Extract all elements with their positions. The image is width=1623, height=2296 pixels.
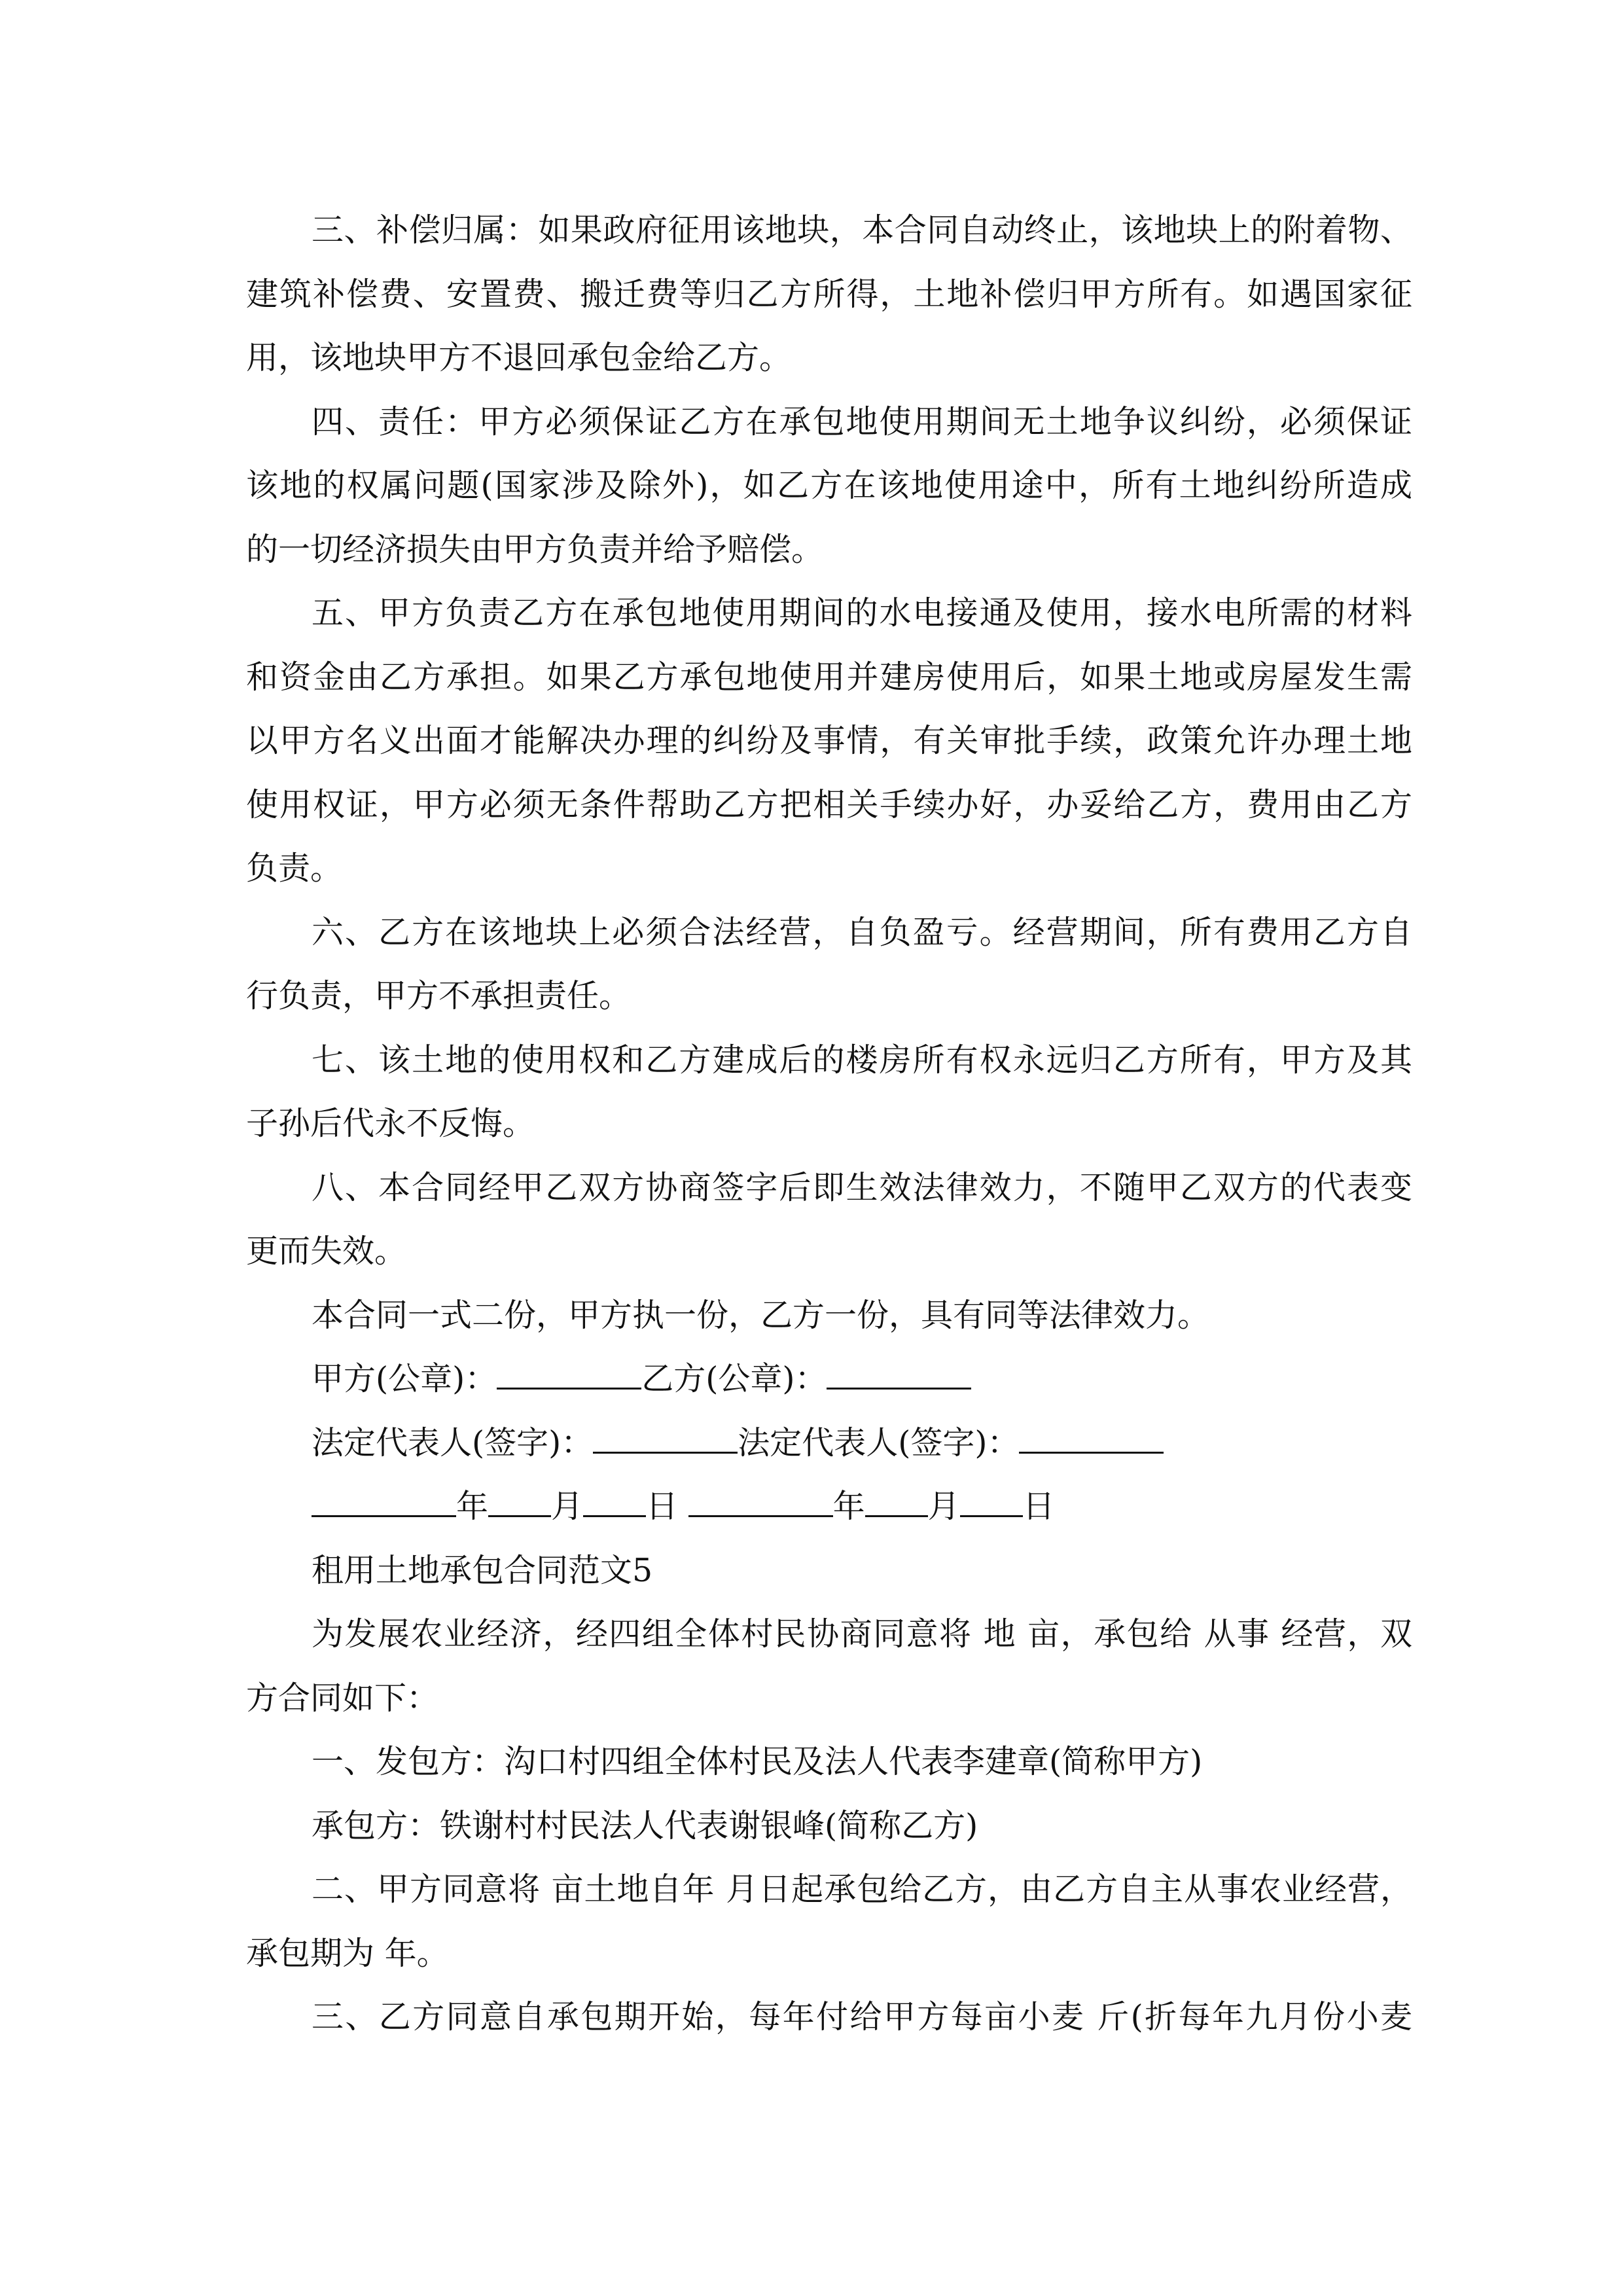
clause-3-line: 三、补偿归属：如果政府征用该地块，本合同自动终止，该地块上的附着物、 xyxy=(312,211,1412,249)
clause-8-line: 更而失效。 xyxy=(246,1232,407,1270)
clause-6-line: 六、乙方在该地块上必须合法经营，自负盈亏。经营期间，所有费用乙方自 xyxy=(312,913,1412,951)
clause-7-line: 子孙后代永不反悔。 xyxy=(246,1105,535,1142)
party-b-day-blank xyxy=(960,1476,1023,1517)
clause-7-line: 七、该土地的使用权和乙方建成后的楼房所有权永远归乙方所有，甲方及其 xyxy=(312,1041,1412,1079)
month-label: 月 xyxy=(551,1488,584,1525)
clause-5-line: 五、甲方负责乙方在承包地使用期间的水电接通及使用，接水电所需的材料 xyxy=(312,594,1412,632)
clause-6-line: 行负责，甲方不承担责任。 xyxy=(246,977,632,1014)
section-title: 租用土地承包合同范文5 xyxy=(312,1551,653,1589)
party-a-seal-blank xyxy=(497,1348,641,1390)
party-a-year-blank xyxy=(312,1476,456,1517)
contractor-line: 承包方：铁谢村村民法人代表谢银峰(简称乙方) xyxy=(312,1806,978,1844)
party-a-day-blank xyxy=(583,1476,646,1517)
clause-5-line: 以甲方名义出面才能解决办理的纠纷及事情，有关审批手续，政策允许办理土地 xyxy=(246,722,1412,759)
party-a-legal-rep-blank xyxy=(593,1412,738,1454)
intro-line: 方合同如下： xyxy=(246,1679,439,1717)
day-label: 日 xyxy=(646,1488,679,1525)
year-label: 年 xyxy=(832,1488,865,1525)
date-line xyxy=(246,1475,1412,1539)
clause-2-line: 承包期为 年。 xyxy=(246,1934,449,1972)
clause-1-employer: 一、发包方：沟口村四组全体村民及法人代表李建章(简称甲方) xyxy=(312,1743,1203,1780)
party-a-legal-rep-label: 法定代表人(签字)： xyxy=(312,1424,594,1462)
party-b-month-blank xyxy=(865,1476,928,1517)
month-label: 月 xyxy=(927,1488,960,1525)
party-b-seal-blank xyxy=(827,1348,971,1390)
clause-5-line: 负责。 xyxy=(246,850,343,887)
party-b-year-blank xyxy=(688,1476,833,1517)
clause-4-line: 该地的权属问题(国家涉及除外)，如乙方在该地使用途中，所有土地纠纷所造成 xyxy=(246,467,1412,504)
year-label: 年 xyxy=(456,1488,489,1525)
clause-4-line: 的一切经济损失由甲方负责并给予赔偿。 xyxy=(246,530,824,568)
day-label: 日 xyxy=(1022,1488,1055,1525)
clause-8-line: 八、本合同经甲乙双方协商签字后即生效法律效力，不随甲乙双方的代表变 xyxy=(312,1168,1412,1206)
party-b-legal-rep-label: 法定代表人(签字)： xyxy=(738,1424,1020,1462)
clause-5-line: 和资金由乙方承担。如果乙方承包地使用并建房使用后，如果土地或房屋发生需 xyxy=(246,658,1412,696)
clause-3-line: 建筑补偿费、安置费、搬迁费等归乙方所得，土地补偿归甲方所有。如遇国家征 xyxy=(246,275,1412,313)
legal-rep-line xyxy=(246,1411,1412,1475)
clause-3-line: 用，该地块甲方不退回承包金给乙方。 xyxy=(246,339,792,376)
seal-line xyxy=(246,1347,1412,1411)
party-b-legal-rep-blank xyxy=(1019,1412,1164,1454)
clause-5-line: 使用权证，甲方必须无条件帮助乙方把相关手续办好，办妥给乙方，费用由乙方 xyxy=(246,785,1412,823)
clause-3-payment-line: 三、乙方同意自承包期开始，每年付给甲方每亩小麦 斤(折每年九月份小麦 xyxy=(312,1998,1412,2036)
document-page xyxy=(246,198,1412,2049)
copies-statement: 本合同一式二份，甲方执一份，乙方一份，具有同等法律效力。 xyxy=(312,1296,1210,1334)
party-a-seal-label: 甲方(公章)： xyxy=(312,1360,497,1397)
clause-2-line: 二、甲方同意将 亩土地自年 月日起承包给乙方，由乙方自主从事农业经营， xyxy=(312,1871,1412,1908)
intro-line: 为发展农业经济，经四组全体村民协商同意将 地 亩，承包给 从事 经营，双 xyxy=(312,1615,1412,1653)
clause-4-line: 四、责任：甲方必须保证乙方在承包地使用期间无土地争议纠纷，必须保证 xyxy=(312,403,1412,440)
party-a-month-blank xyxy=(488,1476,551,1517)
party-b-seal-label: 乙方(公章)： xyxy=(641,1360,827,1397)
